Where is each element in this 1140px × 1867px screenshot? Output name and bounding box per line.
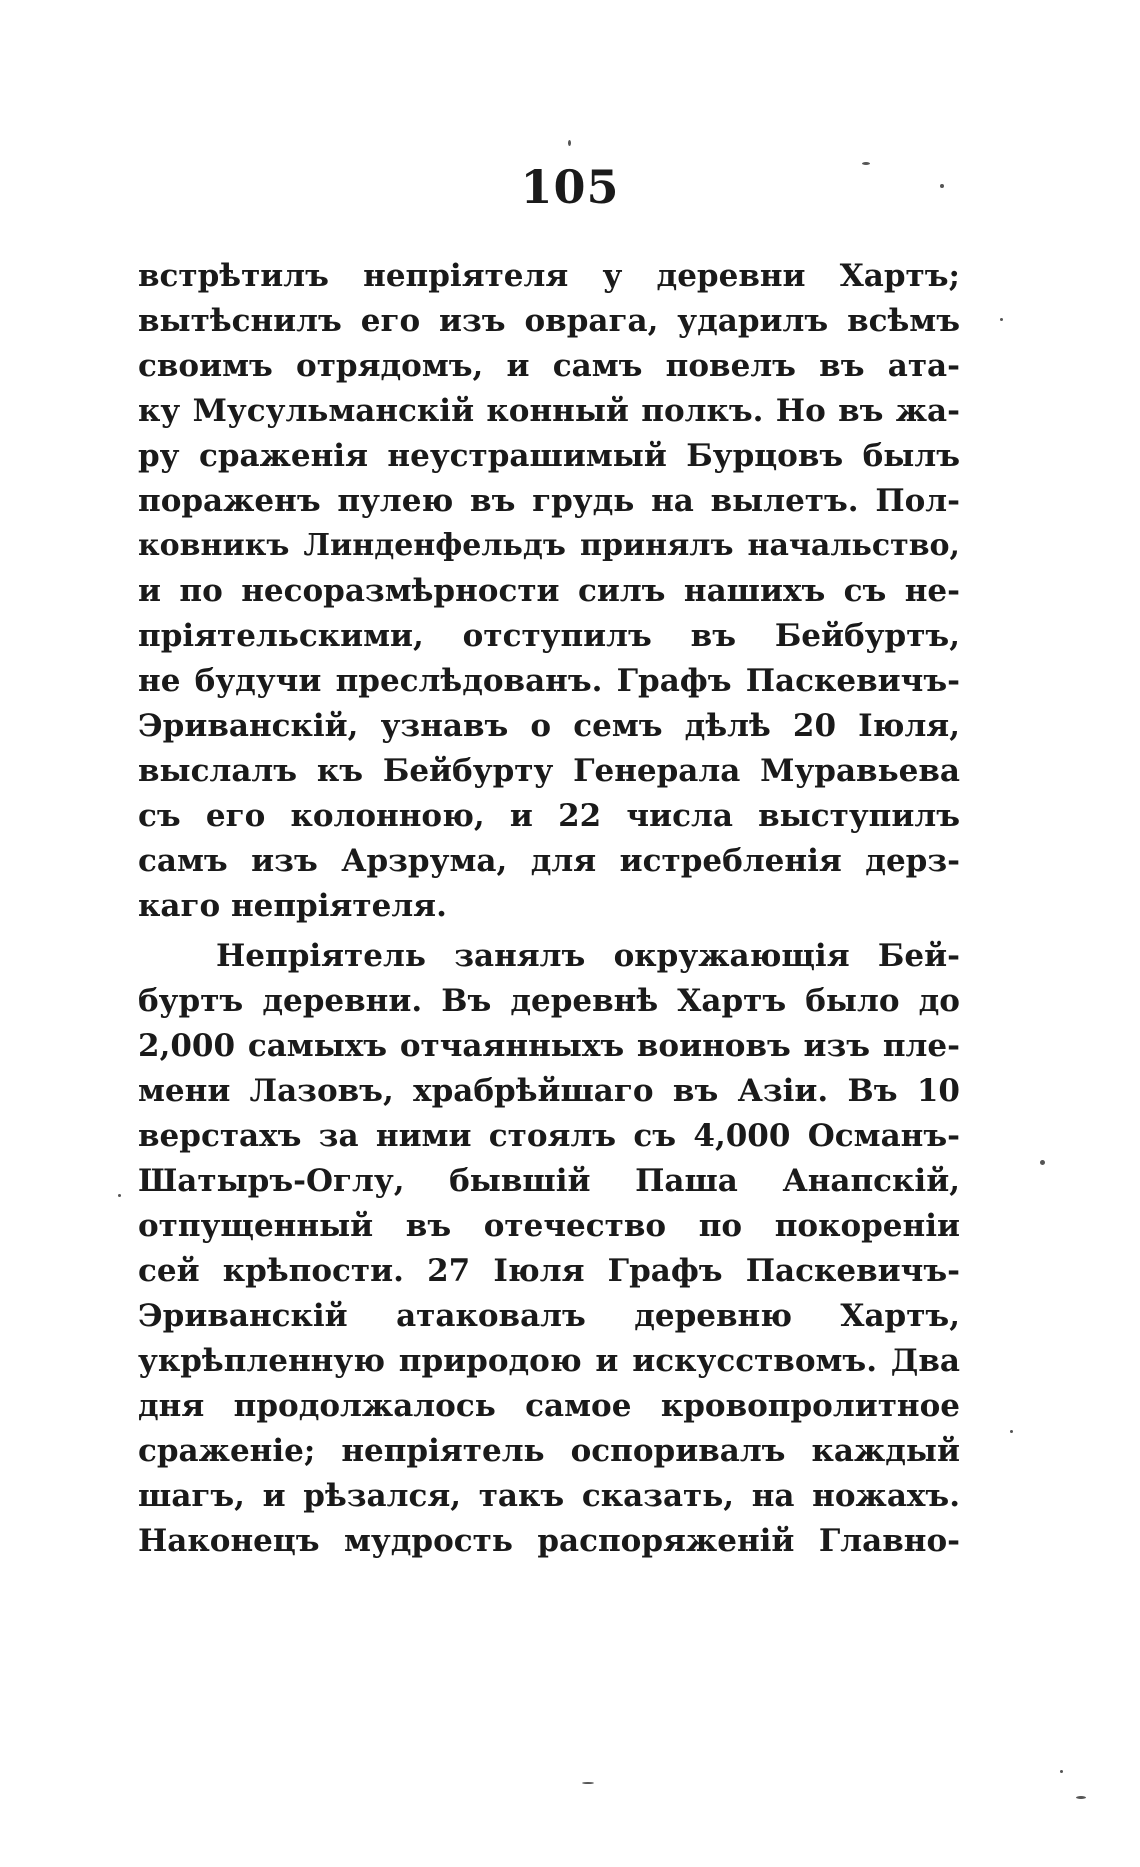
- text-line: Эриванскій, узнавъ о семъ дѣлѣ 20 Іюля,: [138, 708, 960, 744]
- text-line: и по несоразмѣрности силъ нашихъ съ не-: [138, 573, 960, 609]
- scan-speck: [1060, 1770, 1063, 1773]
- text-line: пріятельскими, отступилъ въ Бейбуртъ,: [138, 618, 960, 654]
- text-line: сей крѣпости. 27 Іюля Графъ Паскевичъ-: [138, 1253, 960, 1289]
- scan-speck: [1076, 1796, 1086, 1799]
- text-line: ру сраженія неустрашимый Бурцовъ былъ: [138, 438, 960, 474]
- text-line: съ его колонною, и 22 числа выступилъ: [138, 798, 960, 834]
- text-line: мени Лазовъ, храбрѣйшаго въ Азіи. Въ 10: [138, 1073, 960, 1109]
- text-line: не будучи преслѣдованъ. Графъ Паскевичъ-: [138, 663, 960, 699]
- scan-speck: [940, 184, 944, 188]
- text-line: отпущенный въ отечество по покореніи: [138, 1208, 960, 1244]
- text-line: верстахъ за ними стоялъ съ 4,000 Османъ-: [138, 1118, 960, 1154]
- text-line: своимъ отрядомъ, и самъ повелъ въ ата-: [138, 348, 960, 384]
- scan-speck: [1040, 1160, 1045, 1165]
- scan-speck: [1000, 318, 1003, 321]
- text-line: Непріятель занялъ окружающія Бей-: [216, 938, 960, 974]
- text-line: каго непріятеля.: [138, 888, 447, 924]
- text-line: пораженъ пулею въ грудь на вылетъ. Пол-: [138, 483, 960, 519]
- scan-speck: [582, 1782, 594, 1784]
- text-line: встрѣтилъ непріятеля у деревни Хартъ;: [138, 258, 960, 294]
- scan-speck: [568, 140, 571, 146]
- scan-speck: [862, 162, 870, 165]
- text-line: самъ изъ Арзрума, для истребленія дерз-: [138, 843, 960, 879]
- text-line: Эриванскій атаковалъ деревню Хартъ,: [138, 1298, 960, 1334]
- text-line: Наконецъ мудрость распоряженій Главно-: [138, 1523, 960, 1559]
- text-line: выслалъ къ Бейбурту Генерала Муравьева: [138, 753, 960, 789]
- scan-speck: [118, 1194, 121, 1197]
- text-line: вытѣснилъ его изъ оврага, ударилъ всѣмъ: [138, 303, 960, 339]
- text-line: ку Мусульманскій конный полкъ. Но въ жа-: [138, 393, 960, 429]
- scan-speck: [1010, 1430, 1013, 1433]
- text-line: ковникъ Линденфельдъ принялъ начальство,: [138, 528, 960, 563]
- text-line: шагъ, и рѣзался, такъ сказать, на ножахъ.: [138, 1478, 960, 1514]
- text-line: 2,000 самыхъ отчаянныхъ воиновъ изъ пле-: [138, 1028, 960, 1064]
- text-line: сраженіе; непріятель оспоривалъ каждый: [138, 1433, 960, 1469]
- text-line: дня продолжалось самое кровопролитное: [138, 1388, 960, 1424]
- page-number: 105: [520, 160, 620, 214]
- text-line: буртъ деревни. Въ деревнѣ Хартъ было до: [138, 983, 960, 1019]
- text-line: укрѣпленную природою и искусствомъ. Два: [138, 1343, 960, 1379]
- text-line: Шатыръ-Оглу, бывшій Паша Анапскій,: [138, 1163, 960, 1199]
